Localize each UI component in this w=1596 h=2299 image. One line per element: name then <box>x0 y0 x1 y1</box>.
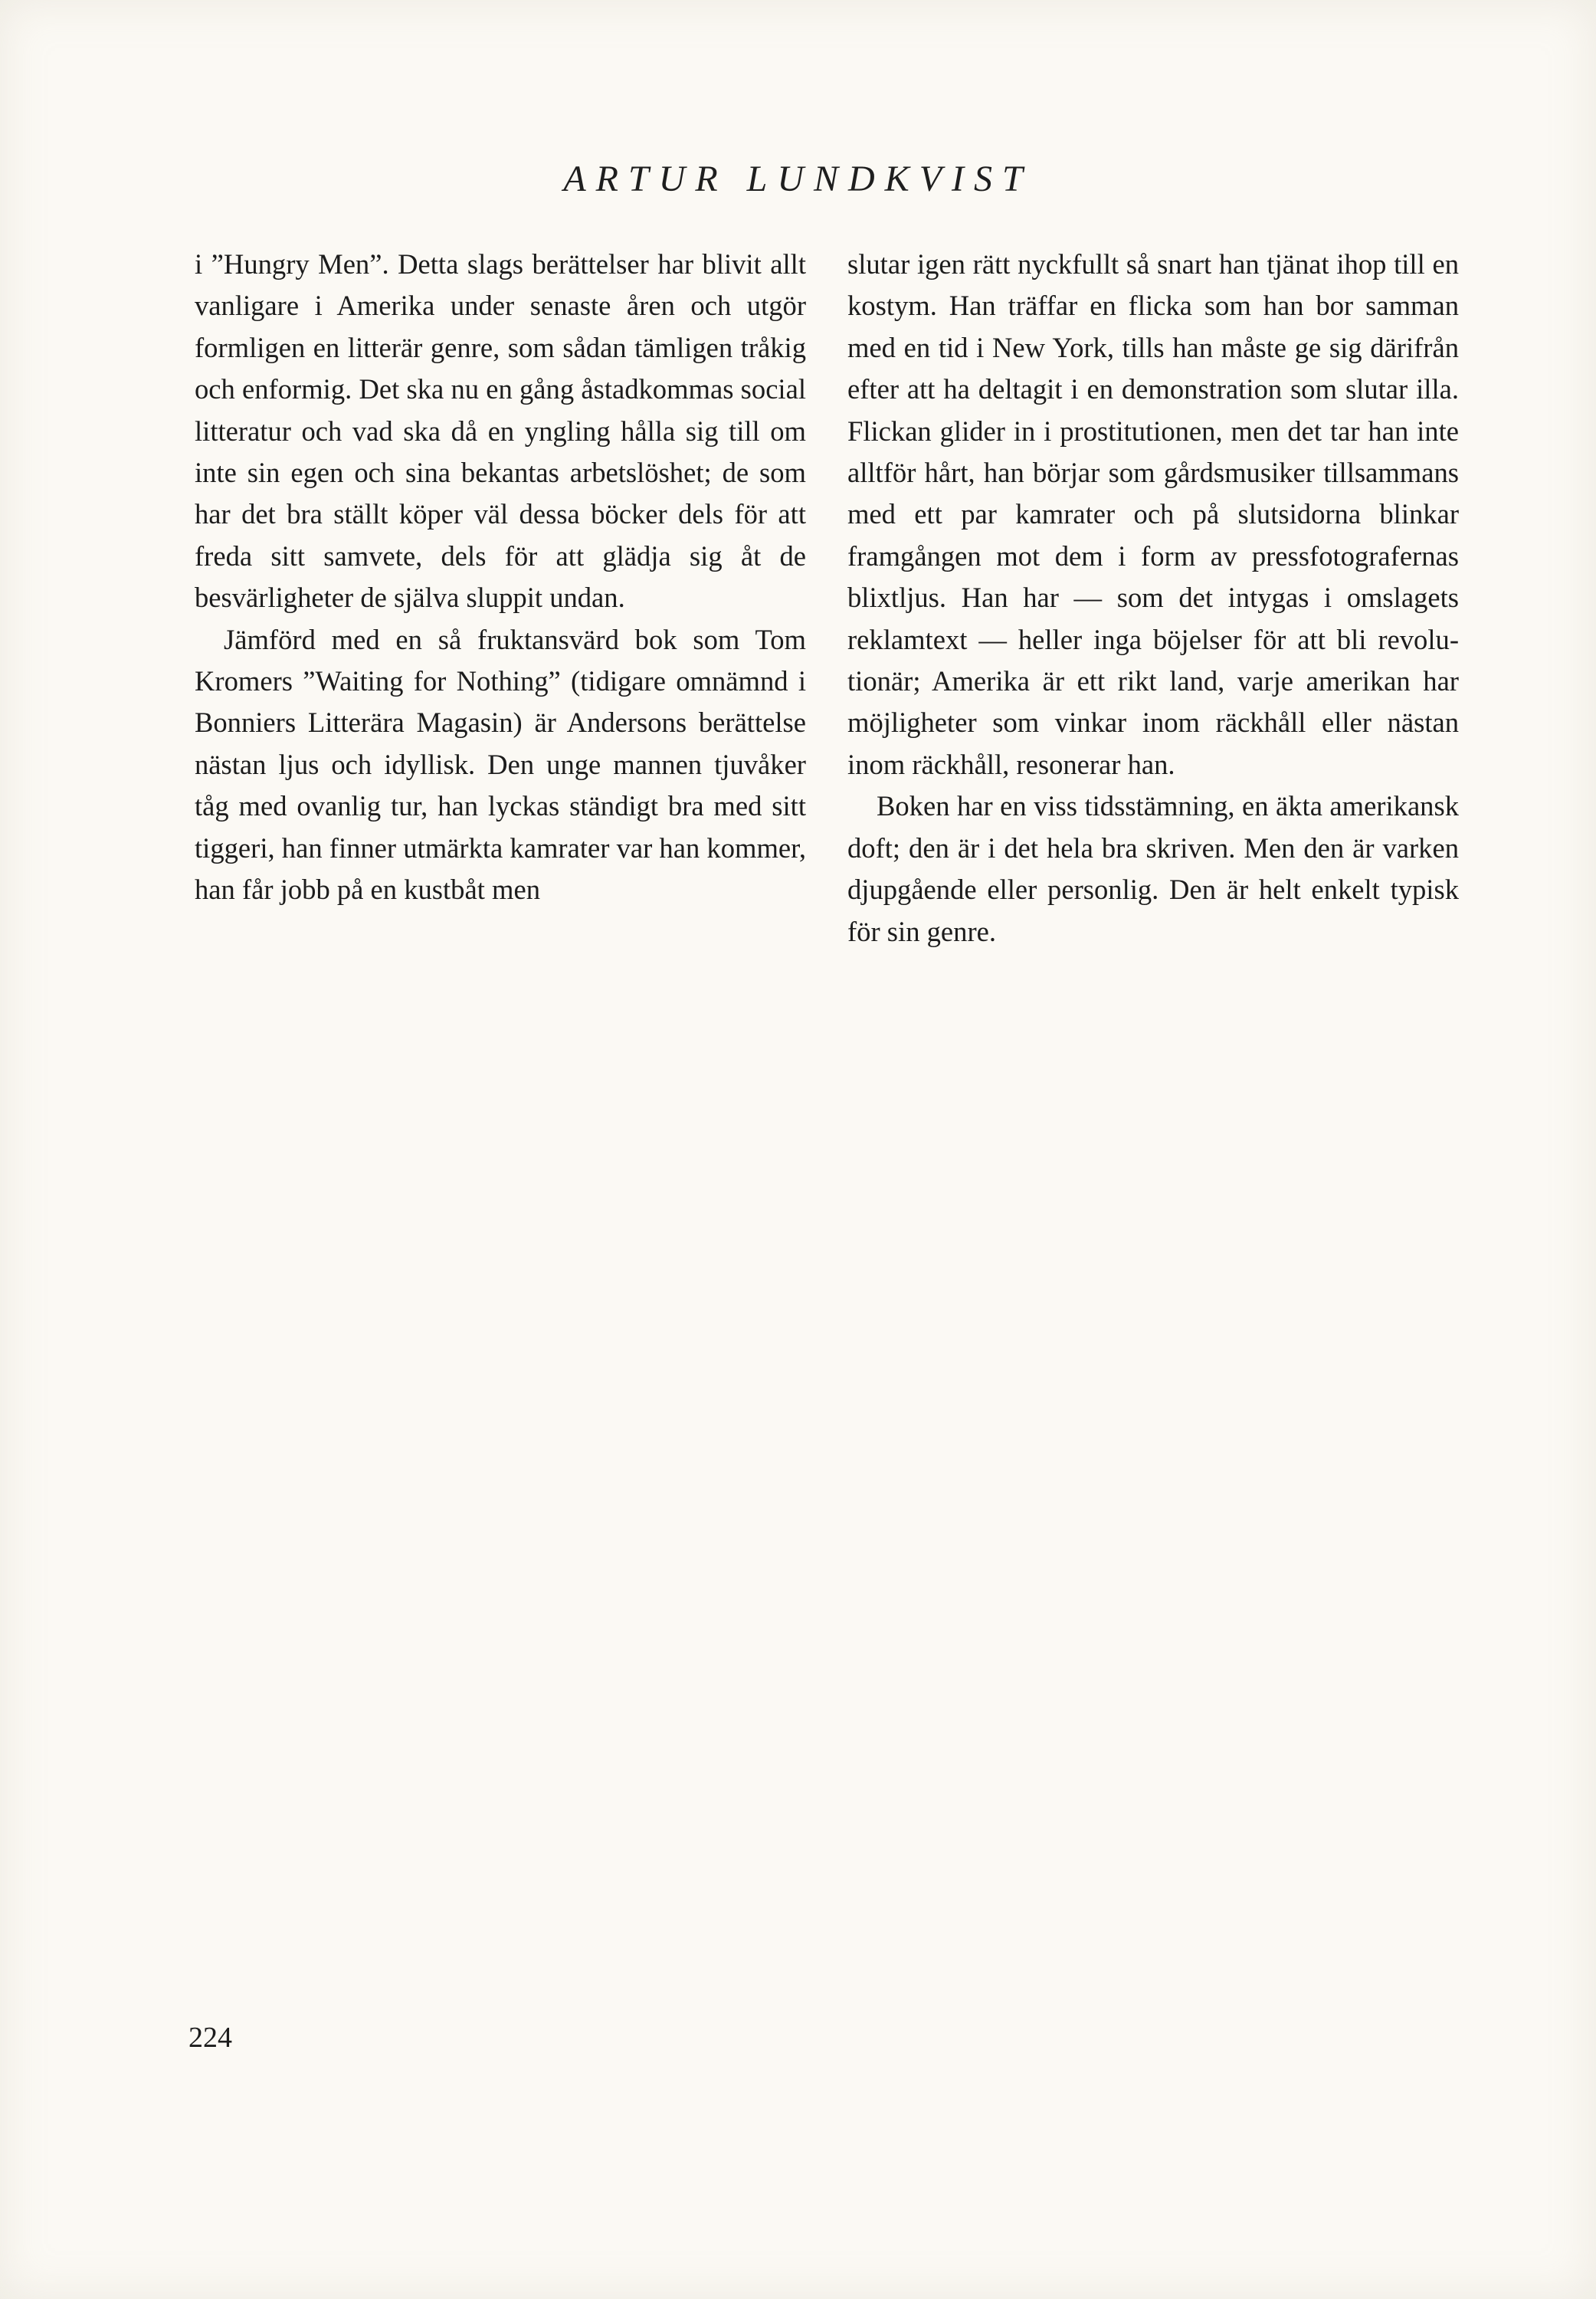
paragraph-left-1: i ”Hungry Men”. Detta slags berättelser har blivit allt vanligare i Amerika under senaste åren och utgör formligen en litterär genre, som sådan tämligen tråkig och enformig. Det ska nu en gång åstadkommas social litteratur och vad ska då en yngling hålla sig till om inte sin egen och sina bekantas arbetslöshet; de som har det bra ställt köper väl dessa böcker dels för att freda sitt samvete, dels för att glädja sig åt de besvärligheter de själva sluppit undan. <box>195 248 806 614</box>
paragraph-right-1: slutar igen rätt nyckfullt så snart han tjänat ihop till en kostym. Han träffar en flicka som han bor samman med en tid i New York, tills han måste ge sig därifrån efter att ha deltagit i en demonstration som slutar illa. Flickan glider in i prostitutionen, men det tar han inte alltför hårt, han börjar som gårdsmusiker tillsammans med ett par kamrater och på slutsidorna blinkar framgången mot dem i form av pressfotografernas blixtljus. Han har — som det intygas i omslagets reklamtext — heller inga böjelser för att bli revolutionär; Amerika är ett rikt land, varje amerikan har möjligheter som vinkar inom räckhåll eller nästan inom räckhåll, resonerar han. <box>847 248 1459 780</box>
right-column <box>847 244 1459 953</box>
left-column <box>195 244 806 911</box>
page-number: 224 <box>188 2022 232 2054</box>
paragraph-left-2: Jämförd med en så fruktansvärd bok som Tom Kromers ”Waiting for Nothing” (tidigare omnämnd i Bonniers Litterära Magasin) är Andersons berättelse nästan ljus och idyllisk. Den unge mannen tjuvåker tåg med ovanlig tur, han lyckas ständigt bra med sitt tiggeri, han finner utmärkta kamrater var han kommer, han får jobb på en kustbåt men <box>195 623 806 906</box>
paragraph-right-2: Boken har en viss tidsstämning, en äkta amerikansk doft; den är i det hela bra skriven. Men den är varken djupgående eller personlig. Den är helt enkelt typisk för sin genre. <box>847 790 1459 947</box>
running-head: ARTUR LUNDKVIST <box>563 159 1033 199</box>
